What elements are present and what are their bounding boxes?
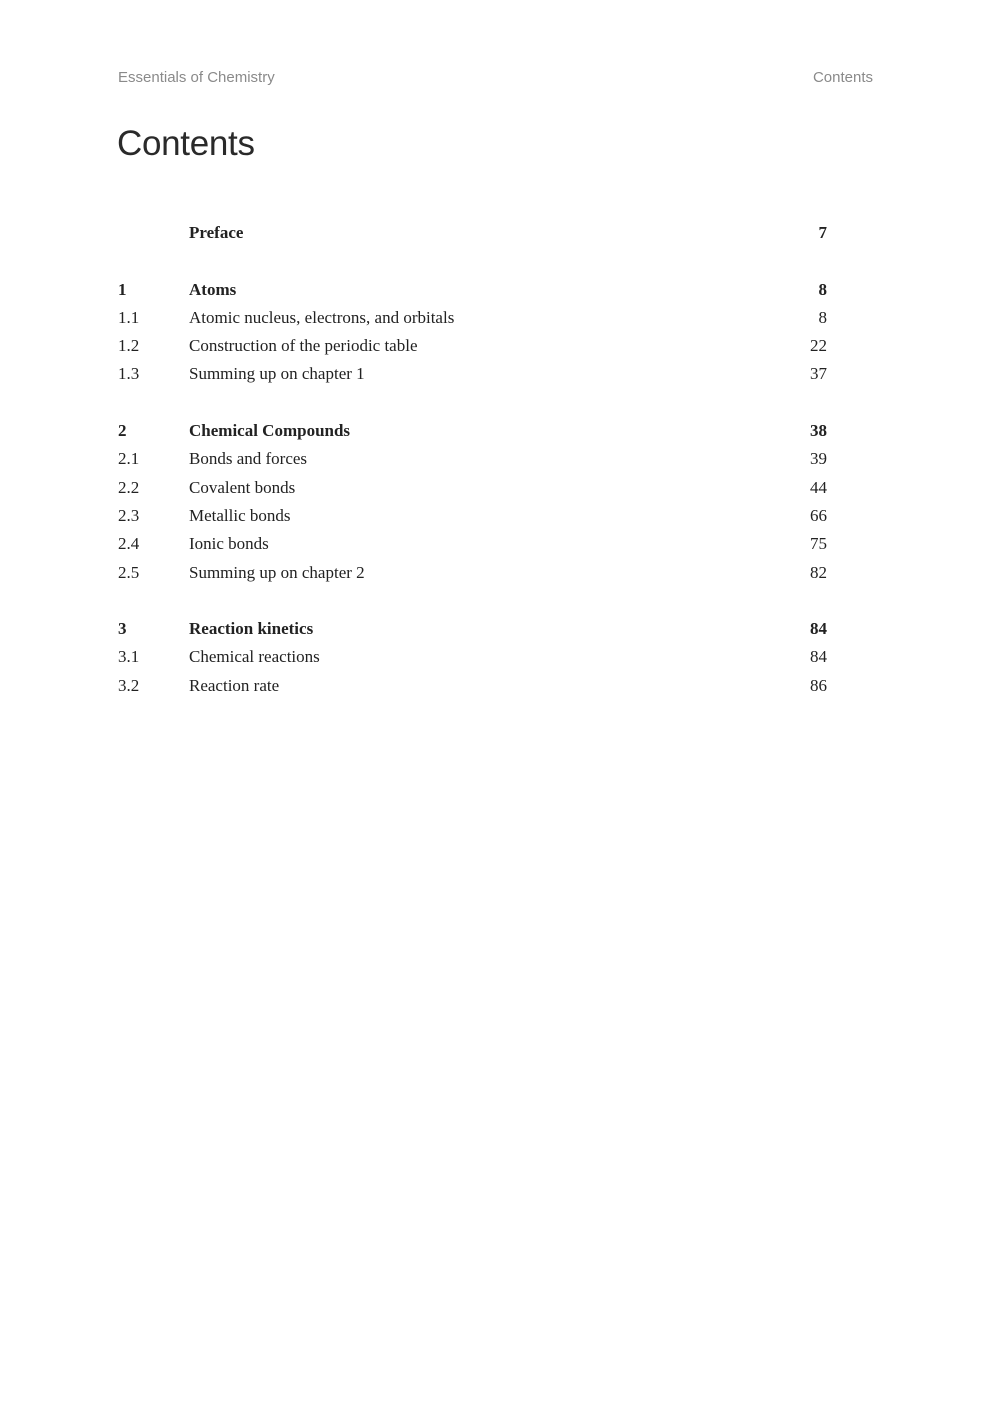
toc-chapter-entry[interactable] <box>118 276 827 304</box>
toc-entry-number: 2.2 <box>118 477 140 497</box>
toc-entry-number: 3.2 <box>118 675 140 695</box>
toc-entry-page: 22 <box>810 336 827 356</box>
toc-entry-title: Summing up on chapter 2 <box>189 562 365 582</box>
toc-entry-title: Reaction rate <box>189 675 280 695</box>
toc-entry-number: 1.2 <box>118 336 140 356</box>
toc-chapter-entry[interactable] <box>118 417 827 445</box>
toc-entry-title: Metallic bonds <box>189 505 291 525</box>
toc-entry-title: Chemical reactions <box>189 647 320 667</box>
toc-entry-page: 37 <box>810 364 827 384</box>
toc-entry-title: Construction of the periodic table <box>189 336 418 356</box>
toc-section-entry[interactable] <box>118 502 827 530</box>
toc-entry-number: 2.4 <box>118 534 140 554</box>
toc-entry-page: 84 <box>810 619 827 639</box>
running-header-book-title: Essentials of Chemistry <box>118 69 275 86</box>
toc-entry-page: 8 <box>818 279 827 299</box>
toc-entry-number: 3 <box>118 619 127 639</box>
toc-section-entry[interactable] <box>118 559 827 587</box>
toc-entry-page: 38 <box>810 421 827 441</box>
toc-section-entry[interactable] <box>118 332 827 360</box>
toc-entry-title: Covalent bonds <box>189 477 296 497</box>
toc-entry-page: 39 <box>810 449 827 469</box>
group-spacer <box>118 587 827 615</box>
toc-section-entry[interactable] <box>118 672 827 700</box>
toc-entry-number: 2.3 <box>118 505 140 525</box>
toc-entry-page: 84 <box>810 647 827 667</box>
toc-entry-page: 8 <box>818 307 827 327</box>
toc-entry-number: 2 <box>118 421 127 441</box>
toc-chapter-entry[interactable] <box>118 219 827 247</box>
toc-entry-title: Bonds and forces <box>189 449 308 469</box>
toc-entry-title: Preface <box>189 223 244 242</box>
toc-entry-title: Chemical Compounds <box>189 421 351 441</box>
page-title: Contents <box>117 124 255 163</box>
toc-entry-number: 1.1 <box>118 307 140 327</box>
toc-entry-page: 44 <box>810 477 827 497</box>
running-header-section: Contents <box>812 69 873 86</box>
toc-entry-page: 7 <box>818 223 827 242</box>
toc-entry-title: Summing up on chapter 1 <box>189 364 365 384</box>
toc-entry-title: Atomic nucleus, electrons, and orbitals <box>189 307 455 327</box>
toc-section-entry[interactable] <box>118 360 827 388</box>
toc-section-entry[interactable] <box>118 304 827 332</box>
toc-entry-number: 1.3 <box>118 364 140 384</box>
toc-entry-number: 3.1 <box>118 647 140 667</box>
toc-section-entry[interactable] <box>118 643 827 671</box>
toc-entry-page: 66 <box>810 505 827 525</box>
toc-entry-title: Ionic bonds <box>189 534 269 554</box>
toc-entry-number: 2.5 <box>118 562 140 582</box>
toc-section-entry[interactable] <box>118 445 827 473</box>
toc-section-entry[interactable] <box>118 530 827 558</box>
group-spacer <box>118 389 827 417</box>
toc-entry-page: 86 <box>810 675 827 695</box>
toc-chapter-entry[interactable] <box>118 615 827 643</box>
toc-entry-page: 82 <box>810 562 827 582</box>
toc-entry-number: 1 <box>118 279 127 299</box>
toc-entry-page: 75 <box>810 534 827 554</box>
toc-entry-number: 2.1 <box>118 449 140 469</box>
toc-entry-title: Reaction kinetics <box>189 619 314 639</box>
table-of-contents <box>118 219 827 700</box>
toc-entry-title: Atoms <box>189 279 237 299</box>
toc-section-entry[interactable] <box>118 474 827 502</box>
group-spacer <box>118 247 827 275</box>
